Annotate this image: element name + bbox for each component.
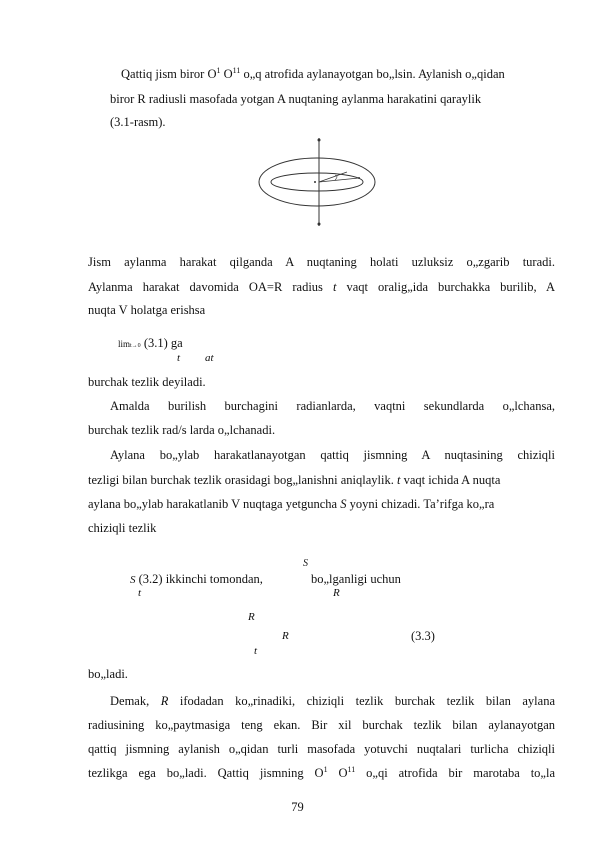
para3-line-1: Aylana bo„ylab harakatlanayotgan qattiq jismning A nuqtasining chiziqli — [110, 448, 555, 462]
text: Demak, — [110, 694, 161, 708]
text: vaqt ichida A nuqta — [400, 473, 501, 487]
rotation-figure — [255, 136, 380, 228]
text: tezlikga ega bo„ladi. Qattiq jismning O — [88, 766, 324, 780]
intro-line-2: biror R radiusli masofada yotgan A nuqtaning aylanma harakatini qaraylik — [110, 92, 482, 106]
intro-line-3: (3.1-rasm). — [110, 115, 166, 129]
intro-text-b: O — [220, 67, 233, 81]
text: vaqt oralig„ida burchakka burilib, A — [336, 280, 555, 294]
var-t: t — [396, 473, 401, 487]
superscript: 1 — [216, 65, 221, 75]
formula-3-2 — [130, 571, 263, 588]
para3-end: bo„ladi. — [88, 667, 128, 681]
text: Aylanma harakat davomida OA=R radius — [88, 280, 333, 294]
formula-3-3-r-top: R — [248, 611, 255, 623]
text: o„qi atrofida bir marotaba to„la — [355, 766, 555, 780]
formula-3-3-t: t — [254, 645, 258, 657]
formula-3-2-t: t — [138, 587, 142, 599]
para1-end: burchak tezlik deyiladi. — [88, 375, 206, 389]
text: yoyni chizadi. Ta’rifga ko„ra — [346, 497, 495, 511]
para4-line-2: radiusining ko„paytmasiga teng ekan. Bir xil burchak tezlik bilan aylanayotgan — [88, 718, 555, 732]
superscript: 11 — [232, 65, 241, 75]
formula-3-2-s-top: S — [303, 558, 308, 569]
intro-text-a: Qattiq jism biror O — [121, 67, 217, 81]
intro-line-1 — [121, 66, 505, 82]
formula-3-2-r: R — [333, 587, 340, 599]
para2-line-2: burchak tezlik rad/s larda o„lchanadi. — [88, 423, 276, 437]
formula-3-1-at: at — [205, 352, 214, 364]
formula-3-3-r: R — [282, 630, 289, 642]
para4-line-4 — [88, 765, 555, 781]
superscript: 11 — [347, 764, 356, 774]
formula-text: (3.1) ga — [140, 336, 183, 350]
page-number: 79 — [291, 800, 304, 814]
formula-text: (3.2) ikkinchi tomondan, — [135, 572, 263, 586]
para1-line-3: nuqta V holatga erishsa — [88, 303, 206, 317]
para2-line-1: Amalda burilish burchagini radianlarda, vaqtni sekundlarda o„lchansa, — [110, 399, 555, 413]
text: ifodadan ko„rinadiki, chiziqli tezlik burchak tezlik bilan aylana — [168, 694, 555, 708]
para1-line-2 — [88, 279, 555, 295]
text: aylana bo„ylab harakatlanib V nuqtaga yetguncha — [88, 497, 341, 511]
para1-line-1: Jism aylanma harakat qilganda A nuqtaning holati uzluksiz o„zgarib turadi. — [88, 255, 555, 269]
lim: lim — [118, 339, 131, 349]
formula-3-1 — [118, 335, 183, 354]
superscript: 1 — [323, 764, 328, 774]
para3-line-2 — [88, 472, 555, 488]
para4-line-3: qattiq jismning aylanish o„qidan turli masofada yotuvchi nuqtalari turlicha chiziqli — [88, 742, 555, 756]
para4-line-1 — [110, 693, 555, 709]
para3-line-3 — [88, 496, 494, 512]
intro-text-c: o„q atrofida aylanayotgan bo„lsin. Aylanish o„qidan — [240, 67, 505, 81]
var-s: S — [130, 574, 136, 586]
formula-3-3-number: (3.3) — [411, 629, 435, 643]
text: tezligi bilan burchak tezlik orasidagi bog„lanishni aniqlaylik. — [88, 473, 397, 487]
var-s: S — [340, 497, 347, 511]
text: O — [327, 766, 348, 780]
lim-subscript: t→0 — [130, 343, 141, 349]
var-t: t — [332, 280, 337, 294]
para3-line-4: chiziqli tezlik — [88, 521, 157, 535]
formula-3-2-tail: bo„lganligi uchun — [311, 572, 401, 586]
formula-3-1-t: t — [177, 352, 181, 364]
var-r: R — [160, 694, 169, 708]
